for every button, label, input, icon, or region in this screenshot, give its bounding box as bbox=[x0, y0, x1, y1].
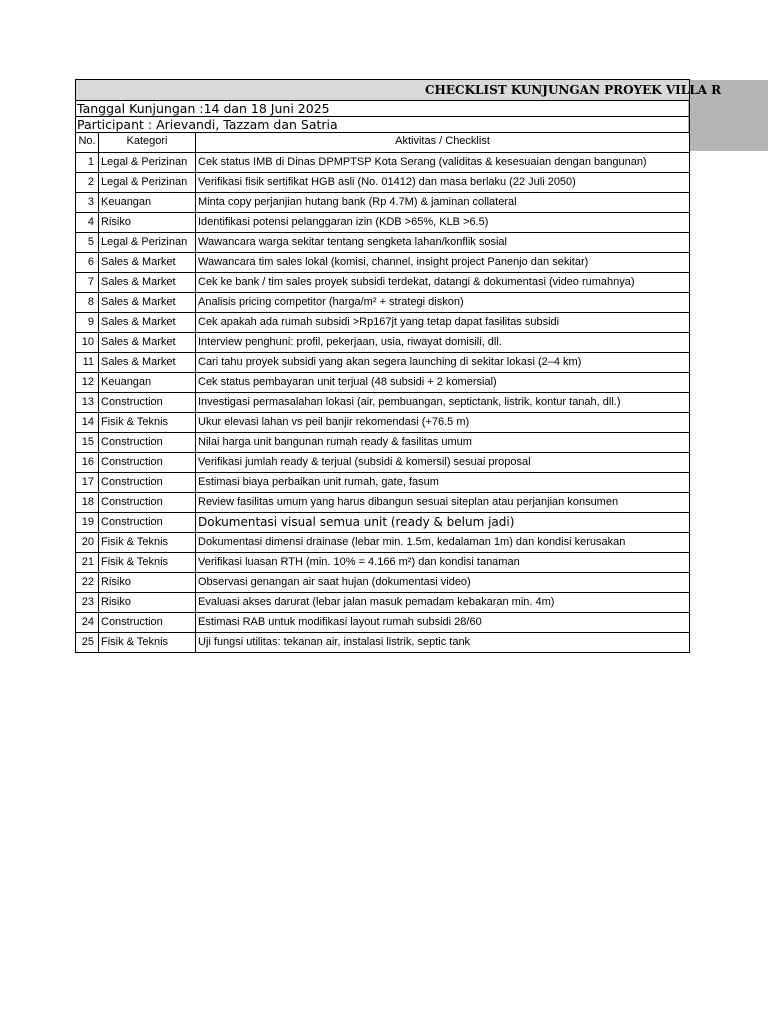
row-activity: Verifikasi luasan RTH (min. 10% = 4.166 m²) dan kondisi tanaman bbox=[198, 556, 520, 568]
table-row bbox=[76, 573, 689, 593]
row-activity: Cek status IMB di Dinas DPMPTSP Kota Serang (validitas & kesesuaian dengan bangunan) bbox=[198, 156, 647, 168]
row-activity: Cari tahu proyek subsidi yang akan segera launching di sekitar lokasi (2–4 km) bbox=[198, 356, 582, 368]
row-number: 20 bbox=[76, 533, 99, 552]
row-number: 13 bbox=[76, 393, 99, 412]
header-activity: Aktivitas / Checklist bbox=[395, 135, 490, 147]
row-number: 2 bbox=[76, 173, 99, 192]
row-activity: Ukur elevasi lahan vs peil banjir rekomendasi (+76.5 m) bbox=[198, 416, 470, 428]
table-row bbox=[76, 553, 689, 573]
table-row bbox=[76, 173, 689, 193]
row-category: Construction bbox=[99, 493, 196, 512]
row-activity: Dokumentasi visual semua unit (ready & belum jadi) bbox=[198, 515, 515, 529]
row-category: Construction bbox=[99, 433, 196, 452]
table-row bbox=[76, 453, 689, 473]
row-number: 3 bbox=[76, 193, 99, 212]
row-category: Fisik & Teknis bbox=[99, 413, 196, 432]
row-number: 25 bbox=[76, 633, 99, 652]
row-category: Sales & Market bbox=[99, 293, 196, 312]
row-activity: Evaluasi akses darurat (lebar jalan masuk pemadam kebakaran min. 4m) bbox=[198, 596, 555, 608]
row-activity: Observasi genangan air saat hujan (dokumentasi video) bbox=[198, 576, 471, 588]
row-number: 16 bbox=[76, 453, 99, 472]
row-number: 19 bbox=[76, 513, 99, 532]
document-title: CHECKLIST KUNJUNGAN PROYEK VILLA R bbox=[425, 83, 722, 97]
table-row bbox=[76, 393, 689, 413]
table-row bbox=[76, 253, 689, 273]
table-row bbox=[76, 593, 689, 613]
row-number: 18 bbox=[76, 493, 99, 512]
row-number: 9 bbox=[76, 313, 99, 332]
row-number: 6 bbox=[76, 253, 99, 272]
row-number: 23 bbox=[76, 593, 99, 612]
table-header bbox=[76, 133, 689, 153]
row-activity: Review fasilitas umum yang harus dibangun sesuai siteplan atau perjanjian konsumen bbox=[198, 496, 619, 508]
row-category: Legal & Perizinan bbox=[99, 153, 196, 172]
row-activity: Dokumentasi dimensi drainase (lebar min. 1.5m, kedalaman 1m) dan kondisi kerusakan bbox=[198, 536, 626, 548]
table-row bbox=[76, 413, 689, 433]
row-activity: Cek status pembayaran unit terjual (48 subsidi + 2 komersial) bbox=[198, 376, 497, 388]
row-category: Sales & Market bbox=[99, 313, 196, 332]
table-row bbox=[76, 313, 689, 333]
table-row bbox=[76, 473, 689, 493]
table-row bbox=[76, 353, 689, 373]
row-activity: Estimasi RAB untuk modifikasi layout rumah subsidi 28/60 bbox=[198, 616, 482, 628]
table-row bbox=[76, 433, 689, 453]
row-category: Legal & Perizinan bbox=[99, 173, 196, 192]
row-number: 7 bbox=[76, 273, 99, 292]
row-activity: Verifikasi fisik sertifikat HGB asli (No. 01412) dan masa berlaku (22 Juli 2050) bbox=[198, 176, 576, 188]
participants: Participant : Arievandi, Tazzam dan Satria bbox=[76, 117, 689, 133]
row-activity: Cek apakah ada rumah subsidi >Rp167jt yang tetap dapat fasilitas subsidi bbox=[198, 316, 560, 328]
row-category: Sales & Market bbox=[99, 353, 196, 372]
row-activity: Wawancara tim sales lokal (komisi, channel, insight project Panenjo dan sekitar) bbox=[198, 256, 589, 268]
table-row bbox=[76, 153, 689, 173]
table-row bbox=[76, 293, 689, 313]
row-activity: Identifikasi potensi pelanggaran izin (KDB >65%, KLB >6.5) bbox=[198, 216, 489, 228]
row-category: Keuangan bbox=[99, 373, 196, 392]
row-number: 15 bbox=[76, 433, 99, 452]
row-activity: Nilai harga unit bangunan rumah ready & fasilitas umum bbox=[198, 436, 472, 448]
table-row bbox=[76, 493, 689, 513]
row-number: 11 bbox=[76, 353, 99, 372]
row-category: Fisik & Teknis bbox=[99, 533, 196, 552]
row-number: 1 bbox=[76, 153, 99, 172]
table-row bbox=[76, 233, 689, 253]
row-category: Risiko bbox=[99, 213, 196, 232]
row-number: 5 bbox=[76, 233, 99, 252]
title-row bbox=[76, 79, 722, 101]
table-row bbox=[76, 193, 689, 213]
visit-date: Tanggal Kunjungan :14 dan 18 Juni 2025 bbox=[76, 101, 689, 117]
table-row bbox=[76, 633, 689, 653]
row-category: Construction bbox=[99, 513, 196, 532]
table-body bbox=[76, 153, 689, 653]
row-activity: Uji fungsi utilitas: tekanan air, instalasi listrik, septic tank bbox=[198, 636, 471, 648]
row-number: 10 bbox=[76, 333, 99, 352]
table-row bbox=[76, 273, 689, 293]
table-row bbox=[76, 613, 689, 633]
row-category: Keuangan bbox=[99, 193, 196, 212]
header-no: No. bbox=[76, 133, 99, 152]
row-number: 4 bbox=[76, 213, 99, 232]
row-number: 8 bbox=[76, 293, 99, 312]
table-row bbox=[76, 213, 689, 233]
table-row bbox=[76, 373, 689, 393]
row-number: 24 bbox=[76, 613, 99, 632]
row-category: Construction bbox=[99, 393, 196, 412]
row-activity: Cek ke bank / tim sales proyek subsidi terdekat, datangi & dokumentasi (video rumahnya) bbox=[198, 276, 635, 288]
row-number: 17 bbox=[76, 473, 99, 492]
row-category: Construction bbox=[99, 453, 196, 472]
table-row bbox=[76, 533, 689, 553]
row-activity: Verifikasi jumlah ready & terjual (subsidi & komersil) sesuai proposal bbox=[198, 456, 531, 468]
row-number: 14 bbox=[76, 413, 99, 432]
row-category: Fisik & Teknis bbox=[99, 633, 196, 652]
table-row bbox=[76, 513, 689, 533]
row-category: Sales & Market bbox=[99, 273, 196, 292]
row-category: Fisik & Teknis bbox=[99, 553, 196, 572]
row-category: Risiko bbox=[99, 593, 196, 612]
row-number: 22 bbox=[76, 573, 99, 592]
row-category: Legal & Perizinan bbox=[99, 233, 196, 252]
row-number: 21 bbox=[76, 553, 99, 572]
row-activity: Estimasi biaya perbaikan unit rumah, gate, fasum bbox=[198, 476, 439, 488]
row-category: Risiko bbox=[99, 573, 196, 592]
row-number: 12 bbox=[76, 373, 99, 392]
row-activity: Investigasi permasalahan lokasi (air, pembuangan, septictank, listrik, kontur tanah, dll.) bbox=[198, 396, 621, 408]
row-activity: Wawancara warga sekitar tentang sengketa lahan/konflik sosial bbox=[198, 236, 507, 248]
checklist-sheet bbox=[75, 79, 722, 653]
row-category: Sales & Market bbox=[99, 253, 196, 272]
table-row bbox=[76, 333, 689, 353]
row-category: Construction bbox=[99, 613, 196, 632]
row-category: Sales & Market bbox=[99, 333, 196, 352]
row-activity: Analisis pricing competitor (harga/m² + strategi diskon) bbox=[198, 296, 464, 308]
header-category: Kategori bbox=[99, 133, 196, 152]
row-category: Construction bbox=[99, 473, 196, 492]
row-activity: Minta copy perjanjian hutang bank (Rp 4.7M) & jaminan collateral bbox=[198, 196, 517, 208]
row-activity: Interview penghuni: profil, pekerjaan, usia, riwayat domisili, dll. bbox=[198, 336, 502, 348]
